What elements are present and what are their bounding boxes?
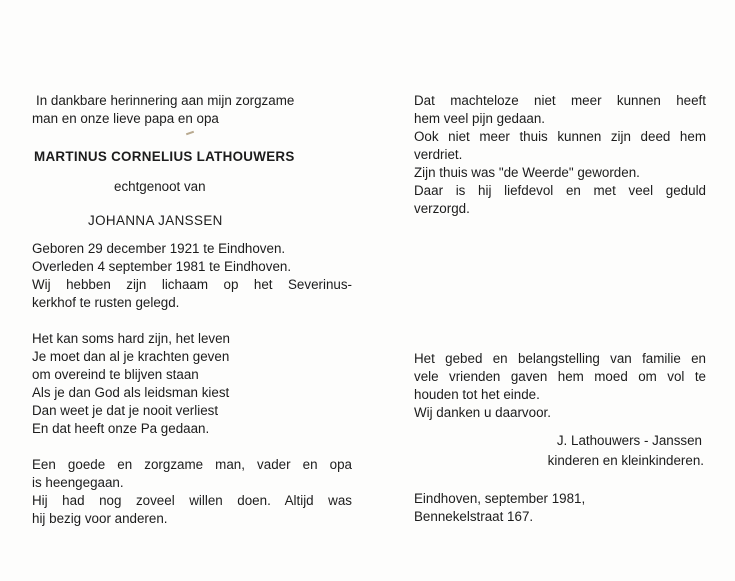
- poem-line-5: Dan weet je dat je nooit verliest: [32, 403, 219, 418]
- suffering-line-4: verdriet.: [414, 147, 463, 162]
- dates-line-4: kerkhof te rusten gelegd.: [32, 295, 180, 310]
- dates-line-3: Wij hebben zijn lichaam op het Severinus-: [32, 277, 352, 292]
- place-date: Eindhoven, september 1981,: [414, 491, 586, 506]
- deceased-name: MARTINUS CORNELIUS LATHOUWERS: [34, 149, 295, 164]
- thanks-line-2: vele vrienden gaven hem moed om vol te: [414, 369, 706, 384]
- closing-line-3: Hij had nog zoveel willen doen. Altijd was: [32, 493, 352, 508]
- poem-line-3: om overeind te blijven staan: [32, 367, 199, 382]
- suffering-line-3: Ook niet meer thuis kunnen zijn deed hem: [414, 129, 706, 144]
- intro-line-2: man en onze lieve papa en opa: [32, 111, 219, 126]
- right-column: [414, 92, 706, 526]
- suffering-line-5: Zijn thuis was "de Weerde" geworden.: [414, 165, 640, 180]
- spouse-name: JOHANNA JANSSEN: [88, 213, 223, 228]
- closing-line-1: Een goede en zorgzame man, vader en opa: [32, 457, 352, 472]
- poem-line-4: Als je dan God als leidsman kiest: [32, 385, 230, 400]
- poem-line-2: Je moet dan al je krachten geven: [32, 349, 230, 364]
- suffering-line-1: Dat machteloze niet meer kunnen heeft: [414, 93, 706, 108]
- signature-line-2: kinderen en kleinkinderen.: [547, 453, 704, 468]
- closing-line-2: is heengegaan.: [32, 475, 124, 490]
- spouse-label: echtgenoot van: [114, 179, 206, 194]
- dates-line-1: Geboren 29 december 1921 te Eindhoven.: [32, 241, 286, 256]
- thanks-line-1: Het gebed en belangstelling van familie en: [414, 351, 706, 366]
- dates-line-2: Overleden 4 september 1981 te Eindhoven.: [32, 259, 292, 274]
- suffering-line-7: verzorgd.: [414, 201, 470, 216]
- suffering-line-2: hem veel pijn gedaan.: [414, 111, 546, 126]
- closing-line-4: hij bezig voor anderen.: [32, 511, 168, 526]
- suffering-line-6: Daar is hij liefdevol en met veel geduld: [414, 183, 706, 198]
- thanks-line-4: Wij danken u daarvoor.: [414, 405, 551, 420]
- signature-line-1: J. Lathouwers - Janssen: [556, 433, 702, 448]
- thanks-line-3: houden tot het einde.: [414, 387, 540, 402]
- poem-line-6: En dat heeft onze Pa gedaan.: [32, 421, 210, 436]
- intro-line-1: In dankbare herinnering aan mijn zorgzame: [36, 93, 295, 108]
- poem-line-1: Het kan soms hard zijn, het leven: [32, 331, 230, 346]
- left-column: [32, 92, 352, 528]
- address: Bennekelstraat 167.: [414, 509, 534, 524]
